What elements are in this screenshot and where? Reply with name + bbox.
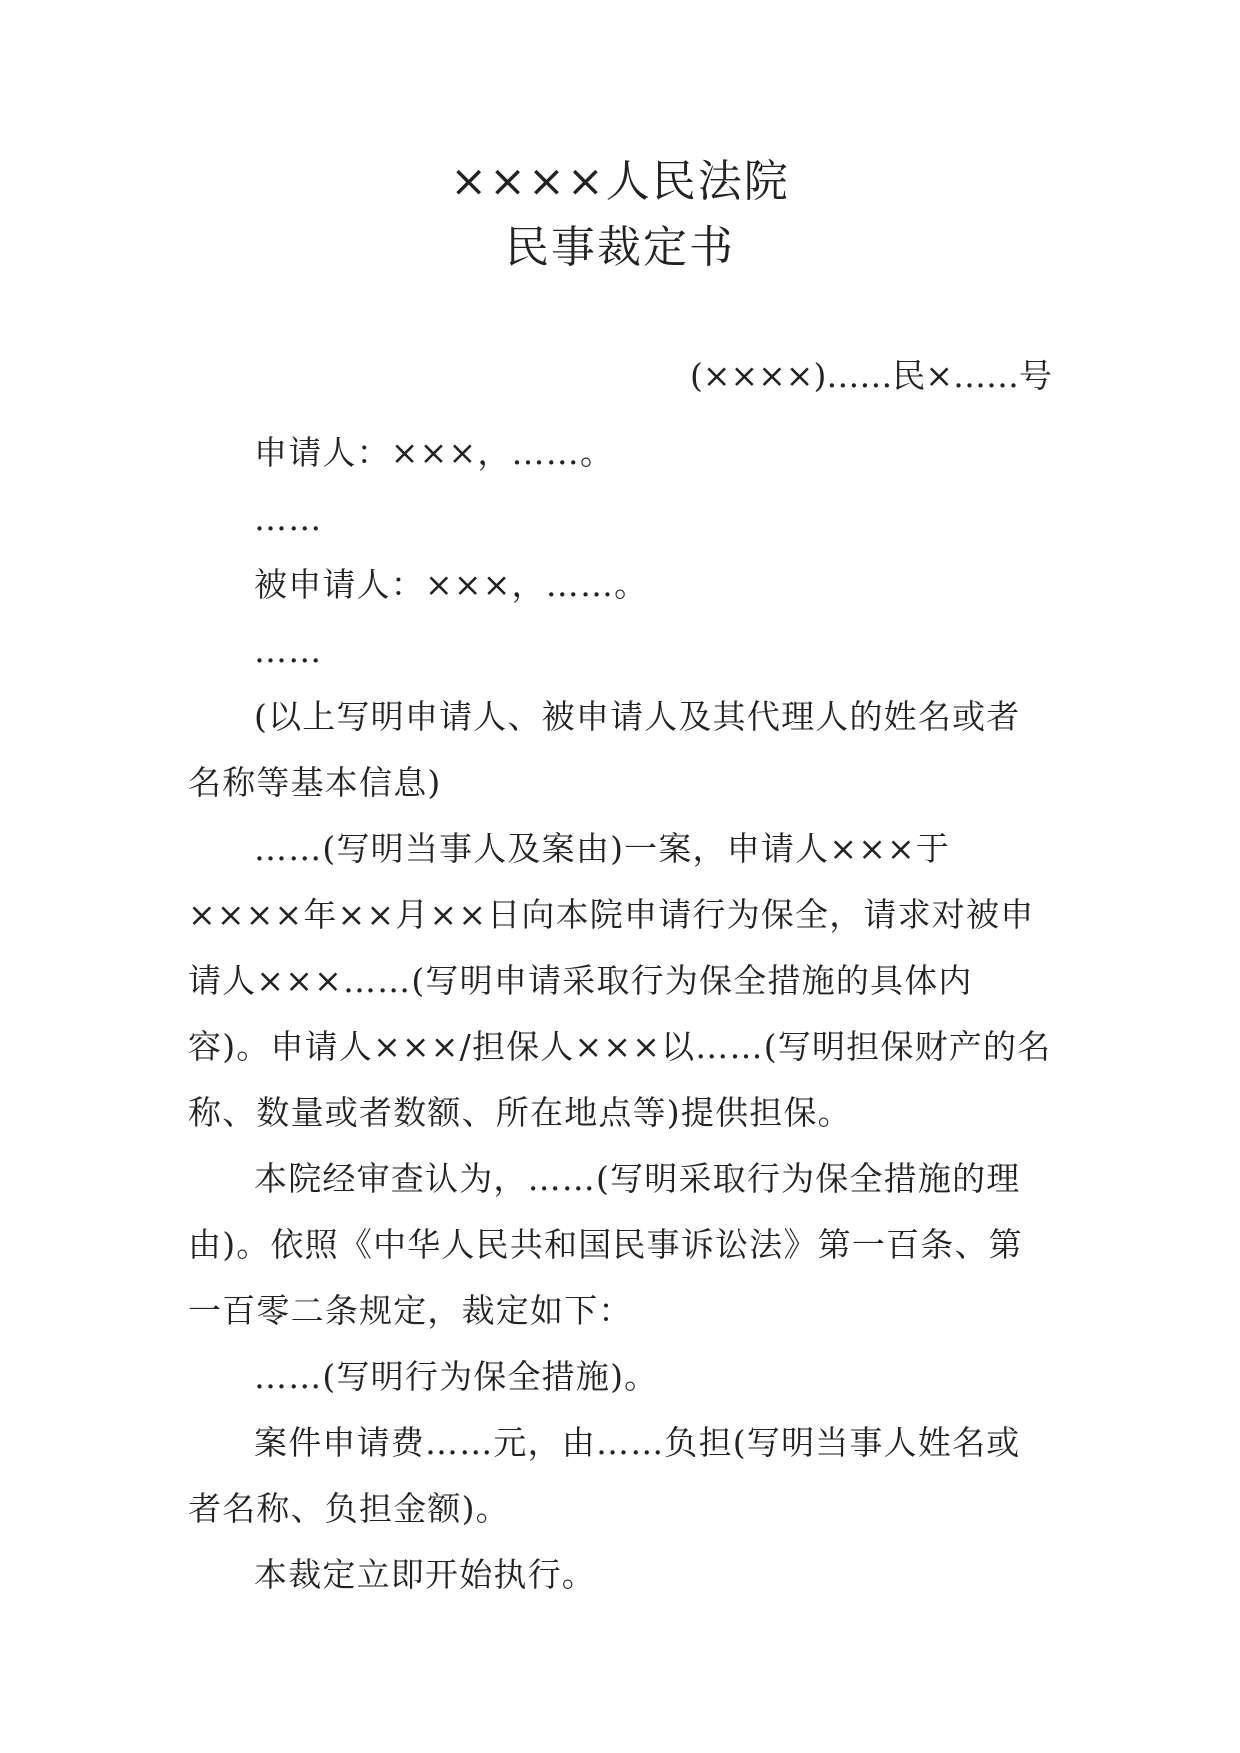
applicant-line: 申请人：×××，……。 <box>254 433 615 472</box>
ruling-measures: ……(写明行为保全措施)。 <box>254 1357 659 1396</box>
execution-statement: 本裁定立即开始执行。 <box>254 1555 596 1594</box>
fee-paragraph: 案件申请费……元，由……负担(写明当事人姓名或者名称、负担金额)。 <box>188 1423 1021 1528</box>
document-body <box>188 420 1054 1608</box>
court-name: ××××人民法院 <box>450 156 790 207</box>
court-reasoning-paragraph: 本院经审查认为，……(写明采取行为保全措施的理由)。依照《中华人民共和国民事诉讼法》第一百条、第一百零二条规定，裁定如下： <box>188 1159 1023 1330</box>
case-facts-paragraph: ……(写明当事人及案由)一案，申请人×××于××××年××月××日向本院申请行为保全，请求对被申请人×××……(写明申请采取行为保全措施的具体内容)。申请人×××/担保人×××以……(写明担保财产的名称、数量或者数额、所在地点等)提供担保。 <box>188 829 1052 1132</box>
ellipsis-line: …… <box>254 631 323 670</box>
document-title: 民事裁定书 <box>505 222 735 273</box>
respondent-line: 被申请人：×××，……。 <box>254 565 649 604</box>
ellipsis-line: …… <box>254 499 323 538</box>
case-number: (××××)……民×……号 <box>689 356 1052 395</box>
parties-note: (以上写明申请人、被申请人及其代理人的姓名或者名称等基本信息) <box>188 697 1021 802</box>
